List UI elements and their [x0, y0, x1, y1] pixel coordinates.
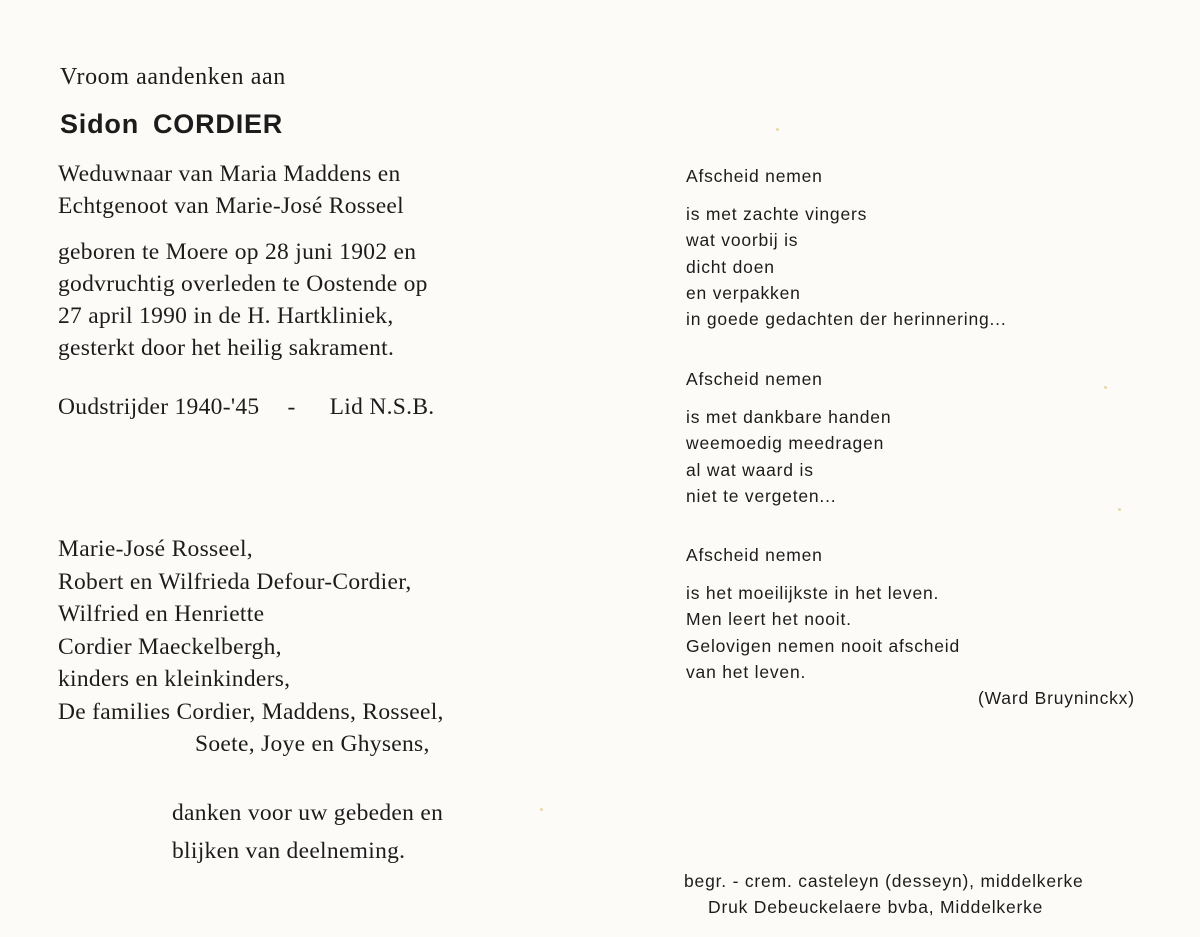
- poem-line: is met zachte vingers: [686, 204, 868, 224]
- poem-author: (Ward Bruyninckx): [978, 688, 1135, 708]
- spouse-line: Echtgenoot van Marie-José Rosseel: [58, 193, 404, 219]
- stanza-heading: Afscheid nemen: [686, 369, 823, 389]
- membership: Lid N.S.B.: [329, 394, 435, 420]
- stanza-heading: Afscheid nemen: [686, 166, 823, 186]
- spouse-block: [58, 158, 404, 222]
- stanza-heading: Afscheid nemen: [686, 545, 823, 565]
- poem-line: in goede gedachten der herinnering...: [686, 309, 1007, 330]
- poem-line: Gelovigen nemen nooit afscheid: [686, 635, 961, 656]
- family-line: Robert en Wilfrieda Defour-Cordier,: [58, 568, 412, 595]
- family-line: Wilfried en Henriette: [58, 601, 265, 627]
- family-line: Soete, Joye en Ghysens,: [195, 731, 430, 757]
- printer-credit: Druk Debeuckelaere bvba, Middelkerke: [708, 897, 1044, 917]
- paper-speck: [776, 128, 779, 131]
- veteran-title: Oudstrijder 1940-'45: [58, 394, 260, 420]
- stanza-2: [686, 404, 891, 509]
- poem-line: is het moeilijkste in het leven.: [686, 583, 940, 603]
- thanks-block: [172, 794, 443, 870]
- poem-line: is met dankbare handen: [686, 407, 892, 427]
- undertaker-credit: begr. - crem. casteleyn (desseyn), middelkerke: [684, 871, 1084, 891]
- veteran-separator: -: [287, 394, 296, 420]
- poem-line: van het leven.: [686, 661, 807, 682]
- poem-line: Men leert het nooit.: [686, 609, 852, 630]
- poem-line: en verpakken: [686, 282, 801, 303]
- deceased-name: [60, 109, 283, 140]
- bio-line: gesterkt door het heilig sakrament.: [58, 335, 395, 361]
- poem-line: niet te vergeten...: [686, 485, 837, 506]
- poem-line: wat voorbij is: [686, 230, 799, 251]
- bio-line: geboren te Moere op 28 juni 1902 en: [58, 239, 417, 265]
- family-line: Cordier Maeckelbergh,: [58, 633, 282, 660]
- intro-text: Vroom aandenken aan: [60, 64, 286, 90]
- paper-speck: [1118, 508, 1121, 511]
- family-line: De families Cordier, Maddens, Rosseel,: [58, 698, 444, 725]
- stanza-1: [686, 201, 1007, 332]
- poem-line: weemoedig meedragen: [686, 433, 885, 454]
- family-line: kinders en kleinkinders,: [58, 666, 291, 692]
- thanks-line: danken voor uw gebeden en: [172, 800, 444, 826]
- thanks-line: blijken van deelneming.: [172, 838, 406, 864]
- surname: CORDIER: [153, 109, 284, 139]
- paper-speck: [1104, 386, 1107, 389]
- stanza-3: [686, 580, 960, 685]
- family-block: [58, 533, 444, 761]
- bio-block: [58, 236, 428, 364]
- poem-line: al wat waard is: [686, 459, 814, 480]
- family-line: Marie-José Rosseel,: [58, 536, 253, 562]
- first-name: Sidon: [60, 109, 139, 139]
- veteran-line: [58, 391, 434, 423]
- bio-line: godvruchtig overleden te Oostende op: [58, 271, 428, 297]
- bio-line: 27 april 1990 in de H. Hartkliniek,: [58, 303, 394, 329]
- spouse-line: Weduwnaar van Maria Maddens en: [58, 161, 401, 187]
- paper-speck: [540, 808, 543, 811]
- poem-line: dicht doen: [686, 256, 775, 277]
